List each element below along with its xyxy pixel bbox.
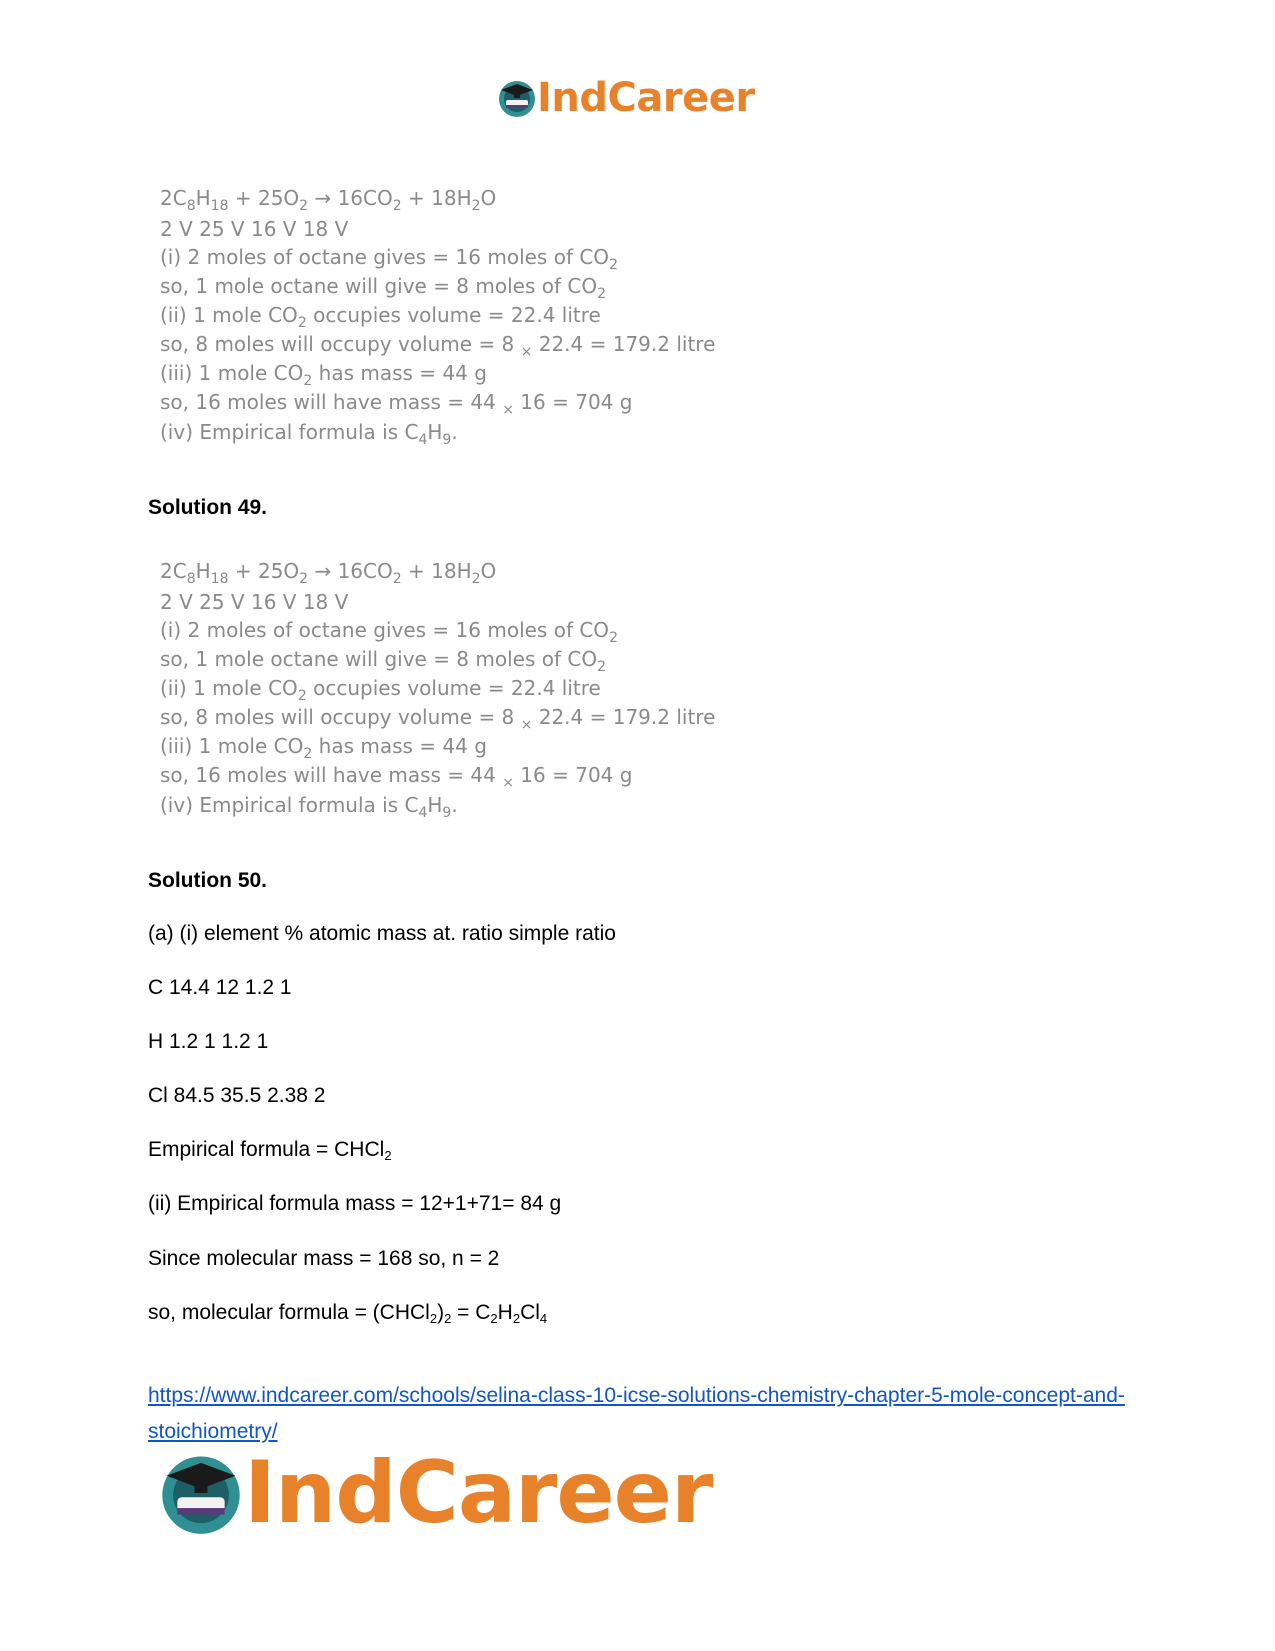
solution-50-heading: Solution 50. (148, 869, 268, 892)
logo-wordmark: IndCareer (537, 75, 755, 121)
logo-wordmark: IndCareer (244, 1443, 713, 1543)
footer-logo (158, 1443, 713, 1543)
figure-line: so, 8 moles will occupy volume = 8 $_\times$ 22.4 = 179.2 litre (160, 332, 716, 360)
volume-line: 2 V 25 V 16 V 18 V (160, 217, 349, 241)
figure-line: so, 16 moles will have mass = 44 $_\times$ 16 = 704 g (160, 390, 633, 418)
figure-line: (iv) Empirical formula is $C_4H_9$. (160, 420, 458, 448)
figure-line: (i) 2 moles of octane gives = 16 moles of $CO_2$ (160, 618, 618, 646)
source-url-link[interactable]: https://www.indcareer.com/schools/selina-class-10-icse-solutions-chemistry-chapter-5-mole-concept-and-stoichiometry/ (148, 1384, 1125, 1443)
table-header-line: (a) (i) element % atomic mass at. ratio simple ratio (148, 922, 616, 945)
figure-line: (iii) 1 mole $CO_2$ has mass = 44 g (160, 361, 487, 389)
header-logo (497, 75, 755, 121)
figure-line: so, 16 moles will have mass = 44 $_\times$ 16 = 704 g (160, 763, 633, 791)
molecular-formula-line: so, molecular formula = $(CHCl_2)_2 = C_2H_2Cl_4$ (148, 1301, 548, 1326)
molecular-mass-line: Since molecular mass = 168 so, n = 2 (148, 1247, 500, 1270)
chemistry-figure-1 (160, 186, 716, 448)
equation-line: $2C_8H_{18} + 25O_2 \to 16CO_2 + 18H_2O$ (160, 559, 497, 587)
volume-line: 2 V 25 V 16 V 18 V (160, 590, 349, 614)
graduation-book-icon (497, 78, 537, 118)
chemistry-figure-2 (160, 559, 716, 821)
hydrogen-row: H 1.2 1 1.2 1 (148, 1030, 269, 1053)
figure-line: so, 1 mole octane will give = 8 moles of $CO_2$ (160, 274, 607, 302)
figure-line: so, 8 moles will occupy volume = 8 $_\times$ 22.4 = 179.2 litre (160, 705, 716, 733)
empirical-mass-line: (ii) Empirical formula mass = 12+1+71= 84 g (148, 1192, 562, 1215)
figure-line: (ii) 1 mole $CO_2$ occupies volume = 22.4 litre (160, 676, 601, 704)
figure-line: (ii) 1 mole $CO_2$ occupies volume = 22.4 litre (160, 303, 601, 331)
figure-line: so, 1 mole octane will give = 8 moles of $CO_2$ (160, 647, 607, 675)
figure-line: (iv) Empirical formula is $C_4H_9$. (160, 793, 458, 821)
solution-49-heading: Solution 49. (148, 496, 268, 519)
empirical-formula-line: Empirical formula = CHCl$_2$ (148, 1138, 392, 1163)
figure-line: (iii) 1 mole $CO_2$ has mass = 44 g (160, 734, 487, 762)
graduation-book-icon (158, 1450, 244, 1536)
equation-line: $2C_8H_{18} + 25O_2 \to 16CO_2 + 18H_2O$ (160, 186, 497, 214)
chlorine-row: Cl 84.5 35.5 2.38 2 (148, 1084, 326, 1107)
carbon-row: C 14.4 12 1.2 1 (148, 976, 292, 999)
figure-line: (i) 2 moles of octane gives = 16 moles of $CO_2$ (160, 245, 618, 273)
